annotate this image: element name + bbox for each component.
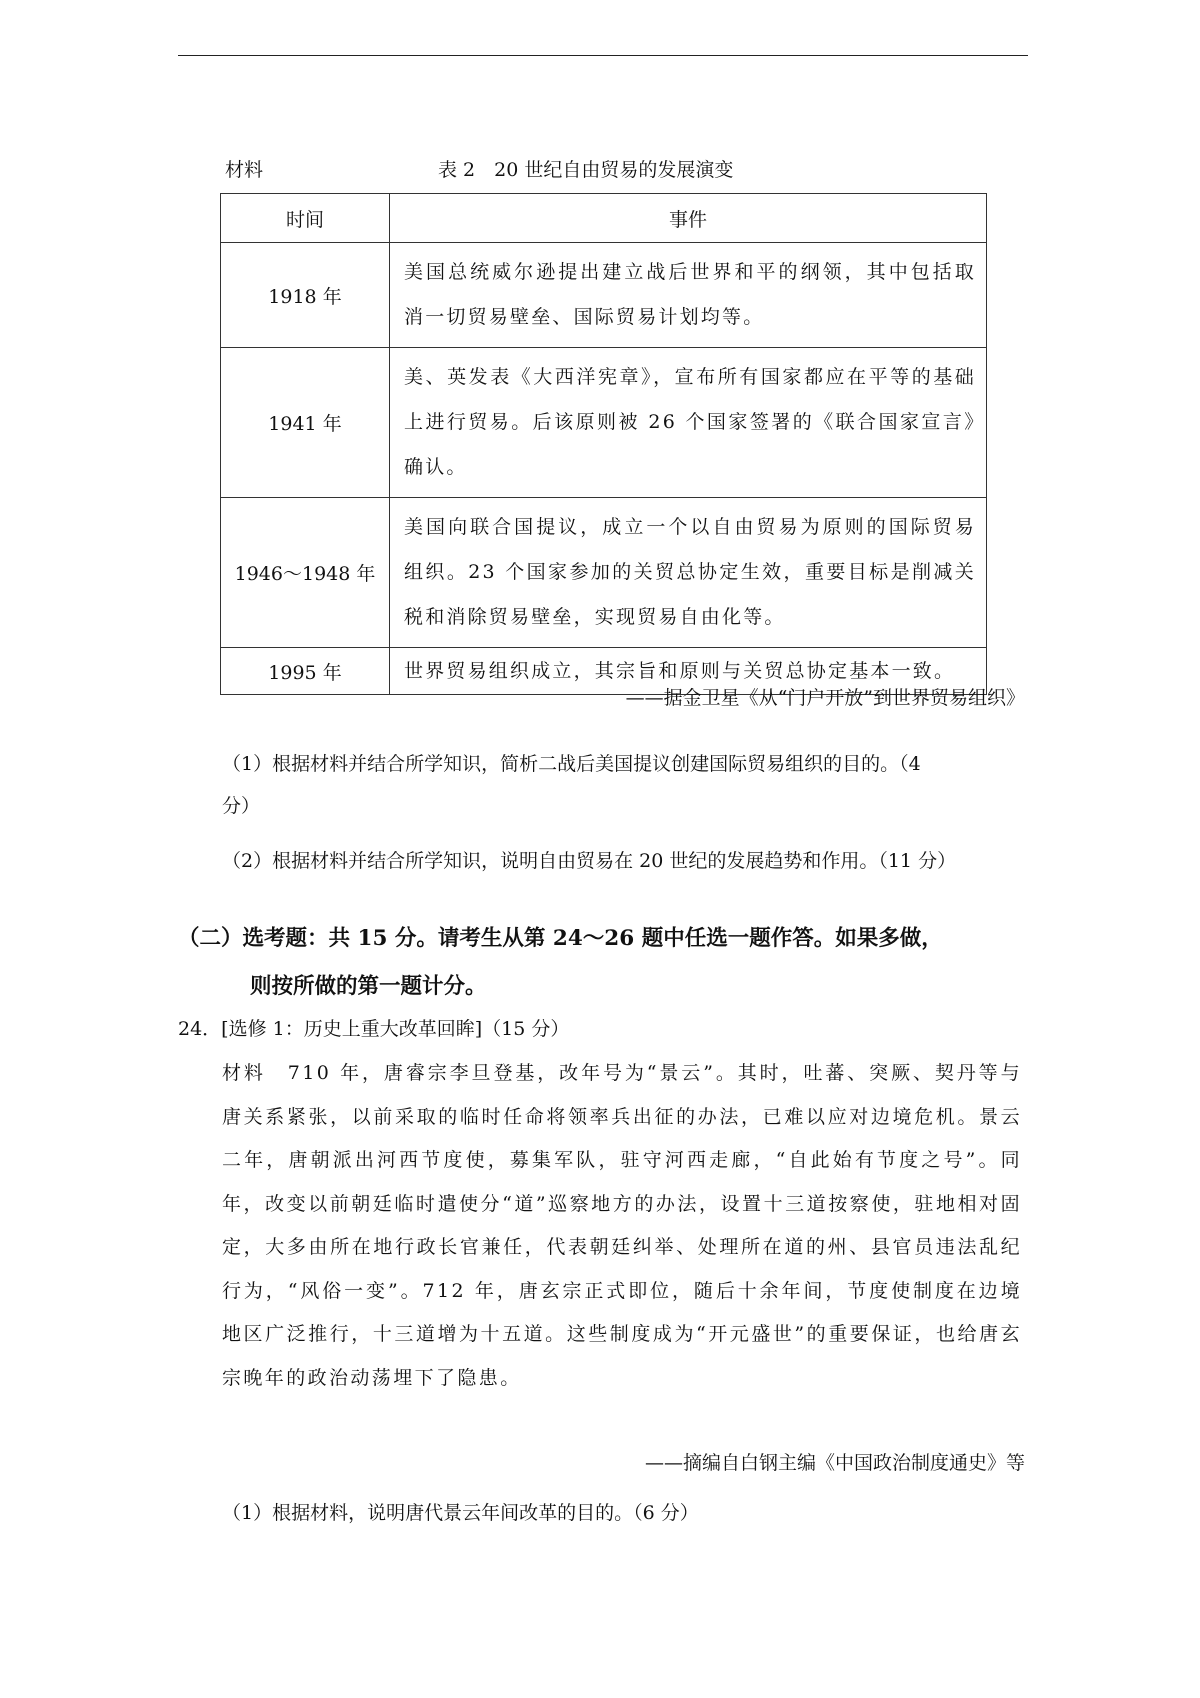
header-event: 事件	[390, 194, 987, 243]
row-time: 1941 年	[221, 348, 390, 498]
row-time: 1995 年	[221, 648, 390, 695]
section-2-line1: （二）选考题：共 15 分。请考生从第 24～26 题中任选一题作答。如果多做，	[178, 926, 943, 951]
row-event: 美、英发表《大西洋宪章》，宣布所有国家都应在平等的基础上进行贸易。后该原则被 26 个国家签署的《联合国家宣言》确认。	[390, 348, 987, 498]
table-row	[221, 348, 987, 498]
row-event: 美国向联合国提议，成立一个以自由贸易为原则的国际贸易组织。23 个国家参加的关贸总协定生效，重要目标是削减关税和消除贸易壁垒，实现贸易自由化等。	[390, 498, 987, 648]
q24-part1: （1）根据材料，说明唐代景云年间改革的目的。（6 分）	[222, 1502, 699, 1524]
q23-part1: （1）根据材料并结合所学知识，简析二战后美国提议创建国际贸易组织的目的。（4	[222, 753, 921, 775]
row-event: 世界贸易组织成立，其宗旨和原则与关贸总协定基本一致。	[390, 648, 987, 695]
section-2-line2: 则按所做的第一题计分。	[250, 974, 487, 999]
free-trade-table	[220, 193, 987, 695]
table-caption-row	[220, 155, 1020, 185]
table-source: ——据金卫星《从“门户开放”到世界贸易组织》	[625, 687, 1025, 709]
material-label: 材料	[225, 159, 264, 181]
row-time: 1918 年	[221, 243, 390, 348]
header-rule	[178, 55, 1028, 56]
table-row	[221, 498, 987, 648]
row-time: 1946～1948 年	[221, 498, 390, 648]
q23-part1-cont: 分）	[222, 795, 261, 817]
table-header-row	[221, 194, 987, 243]
section-2-heading	[178, 915, 1028, 1011]
table-title: 表 2 20 世纪自由贸易的发展演变	[438, 159, 734, 181]
header-time: 时间	[221, 194, 390, 243]
table-row	[221, 243, 987, 348]
row-event: 美国总统威尔逊提出建立战后世界和平的纲领，其中包括取消一切贸易壁垒、国际贸易计划均等。	[390, 243, 987, 348]
q23-part2: （2）根据材料并结合所学知识，说明自由贸易在 20 世纪的发展趋势和作用。（11 分）	[222, 850, 957, 872]
q24-source: ——摘编自白钢主编《中国政治制度通史》等	[644, 1452, 1025, 1474]
q24-material: 材料 710 年，唐睿宗李旦登基，改年号为“景云”。其时，吐蕃、突厥、契丹等与唐关系紧张，以前采取的临时任命将领率兵出征的办法，已难以应对边境危机。景云二年，唐朝派出河西节度使，募集军队，驻守河西走廊，“自此始有节度之号”。同年，改变以前朝廷临时遣使分“道”巡察地方的办法，设置十三道按察使，驻地相对固定，大多由所在地行政长官兼任，代表朝廷纠举、处理所在道的州、县官员违法乱纪行为，“风俗一变”。712 年，唐玄宗正式即位，随后十余年间，节度使制度在边境地区广泛推行，十三道增为十五道。这些制度成为“开元盛世”的重要保证，也给唐玄宗晚年的政治动荡埋下了隐患。	[222, 1062, 1022, 1389]
q24-header: 24．[选修 1：历史上重大改革回眸]（15 分）	[178, 1018, 570, 1040]
